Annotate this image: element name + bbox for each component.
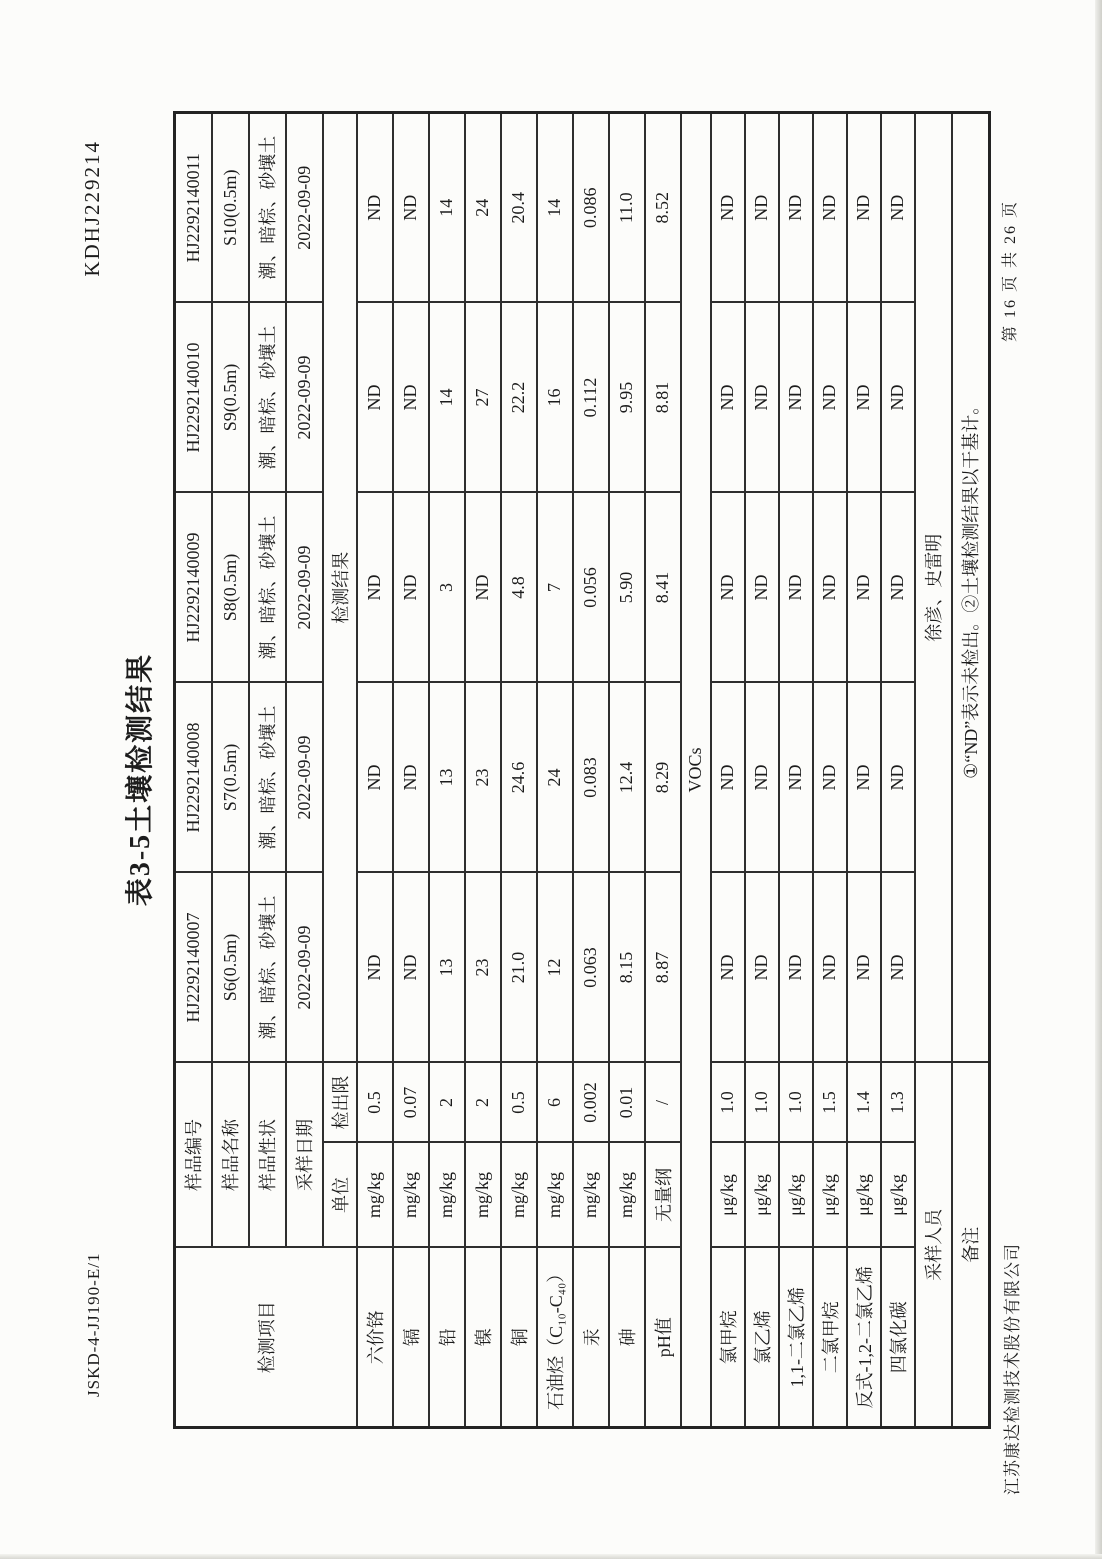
unit-cell: μg/kg (813, 1143, 847, 1248)
limit-cell: 2 (465, 1063, 501, 1143)
result-cell: 14 (429, 113, 465, 303)
limit-cell: 1.0 (779, 1063, 813, 1143)
result-cell: 23 (465, 683, 501, 873)
result-cell: ND (745, 873, 779, 1063)
result-cell: 0.083 (573, 683, 609, 873)
analyte-row (429, 113, 465, 1428)
form-code: JSKD-4-JJ190-E/1 (84, 1252, 103, 1397)
limit-cell: 1.0 (711, 1063, 745, 1143)
result-cell: 7 (537, 493, 573, 683)
result-cell: ND (357, 873, 393, 1063)
result-cell: 24 (465, 113, 501, 303)
result-cell: 13 (429, 873, 465, 1063)
result-cell: 3 (429, 493, 465, 683)
result-cell: 0.056 (573, 493, 609, 683)
analyte-name: 汞 (573, 1248, 609, 1428)
header-unit: 单位 (323, 1143, 357, 1248)
sampling-date-row (286, 113, 323, 1428)
result-cell: ND (745, 493, 779, 683)
result-cell: ND (465, 493, 501, 683)
result-cell: ND (813, 683, 847, 873)
result-cell: ND (847, 113, 881, 303)
result-cell: ND (711, 303, 745, 493)
analyte-row (573, 113, 609, 1428)
limit-cell: 1.0 (745, 1063, 779, 1143)
sample-code: HJ2292140008 (175, 683, 212, 873)
analyte-name: 砷 (609, 1248, 645, 1428)
unit-cell: mg/kg (573, 1143, 609, 1248)
analyte-name: 反式-1,2-二氯乙烯 (847, 1248, 881, 1428)
analyte-row (645, 113, 681, 1428)
result-cell: 12.4 (609, 683, 645, 873)
analyte-row (537, 113, 573, 1428)
sample-property: 潮、暗棕、砂壤土 (249, 113, 286, 303)
analyte-name: 六价铬 (357, 1248, 393, 1428)
limit-cell: 2 (429, 1063, 465, 1143)
limit-cell: 0.01 (609, 1063, 645, 1143)
sample-name: S9(0.5m) (212, 303, 249, 493)
result-cell: ND (881, 303, 915, 493)
unit-cell: μg/kg (745, 1143, 779, 1248)
remark-row (952, 113, 990, 1428)
result-cell: 21.0 (501, 873, 537, 1063)
sampler-value: 徐彦、史雷明 (915, 113, 952, 1063)
analyte-row (779, 113, 813, 1428)
unit-cell: mg/kg (501, 1143, 537, 1248)
sample-code: HJ2292140010 (175, 303, 212, 493)
result-cell: ND (711, 873, 745, 1063)
header-sample-property: 样品性状 (249, 1063, 286, 1248)
sampling-date: 2022-09-09 (286, 303, 323, 493)
limit-cell: 0.002 (573, 1063, 609, 1143)
unit-cell: μg/kg (881, 1143, 915, 1248)
analyte-name: 氯甲烷 (711, 1248, 745, 1428)
result-cell: ND (779, 873, 813, 1063)
limit-cell: 6 (537, 1063, 573, 1143)
sample-code: HJ2292140007 (175, 873, 212, 1063)
sample-name: S8(0.5m) (212, 493, 249, 683)
table-title: 表3-5土壤检测结果 (125, 652, 156, 907)
scan-edge-shadow-bottom (0, 1554, 1102, 1559)
remark-label: 备注 (952, 1063, 990, 1428)
analyte-row (813, 113, 847, 1428)
result-cell: ND (357, 683, 393, 873)
result-cell: ND (813, 303, 847, 493)
unit-cell: mg/kg (357, 1143, 393, 1248)
result-cell: 11.0 (609, 113, 645, 303)
result-cell: ND (357, 493, 393, 683)
page-number: 第 16 页 共 26 页 (1002, 200, 1019, 343)
unit-cell: mg/kg (609, 1143, 645, 1248)
sample-name: S6(0.5m) (212, 873, 249, 1063)
vocs-section-row (681, 113, 711, 1428)
result-cell: ND (779, 683, 813, 873)
result-cell: ND (881, 113, 915, 303)
unit-cell: mg/kg (393, 1143, 429, 1248)
unit-cell: mg/kg (537, 1143, 573, 1248)
header-results: 检测结果 (323, 113, 357, 1063)
analyte-row (609, 113, 645, 1428)
sampling-date: 2022-09-09 (286, 493, 323, 683)
result-cell: ND (393, 113, 429, 303)
result-cell: 0.063 (573, 873, 609, 1063)
result-cell: ND (813, 873, 847, 1063)
result-cell: 8.52 (645, 113, 681, 303)
limit-cell: 1.5 (813, 1063, 847, 1143)
result-cell: 23 (465, 873, 501, 1063)
result-cell: ND (847, 873, 881, 1063)
report-number: KDHJ229214 (80, 140, 104, 277)
result-cell: 8.87 (645, 873, 681, 1063)
header-sample-code: 样品编号 (175, 1063, 212, 1248)
soil-results-table (173, 111, 991, 1429)
sample-property-row (249, 113, 286, 1428)
analyte-row (847, 113, 881, 1428)
result-cell: ND (357, 113, 393, 303)
analyte-name: 铜 (501, 1248, 537, 1428)
sample-name-row (212, 113, 249, 1428)
result-cell: 27 (465, 303, 501, 493)
limit-cell: 1.4 (847, 1063, 881, 1143)
analyte-name: 石油烃（C₁₀-C₄₀） (537, 1248, 573, 1428)
result-cell: ND (847, 683, 881, 873)
result-cell: ND (779, 113, 813, 303)
result-cell: ND (393, 873, 429, 1063)
result-cell: 12 (537, 873, 573, 1063)
result-cell: ND (779, 303, 813, 493)
sample-property: 潮、暗棕、砂壤土 (249, 493, 286, 683)
result-cell: ND (357, 303, 393, 493)
result-cell: ND (813, 493, 847, 683)
analyte-name: 镉 (393, 1248, 429, 1428)
sample-property: 潮、暗棕、砂壤土 (249, 303, 286, 493)
unit-cell: mg/kg (465, 1143, 501, 1248)
result-cell: 8.15 (609, 873, 645, 1063)
result-cell: ND (711, 113, 745, 303)
analyte-name: pH值 (645, 1248, 681, 1428)
header-detection-limit: 检出限 (323, 1063, 357, 1143)
result-cell: 8.29 (645, 683, 681, 873)
analyte-row (357, 113, 393, 1428)
limit-cell: / (645, 1063, 681, 1143)
scan-edge-shadow-right (1095, 0, 1102, 1559)
result-cell: 4.8 (501, 493, 537, 683)
result-cell: 9.95 (609, 303, 645, 493)
unit-cell: μg/kg (847, 1143, 881, 1248)
result-cell: 16 (537, 303, 573, 493)
sample-code: HJ2292140011 (175, 113, 212, 303)
analyte-name: 四氯化碳 (881, 1248, 915, 1428)
unit-cell: mg/kg (429, 1143, 465, 1248)
result-cell: ND (711, 683, 745, 873)
remark-value: ①“ND”表示未检出。②土壤检测结果以干基计。 (952, 113, 990, 1063)
sampling-date: 2022-09-09 (286, 113, 323, 303)
result-cell: 8.81 (645, 303, 681, 493)
result-cell: 24.6 (501, 683, 537, 873)
result-cell: ND (745, 113, 779, 303)
sample-name: S10(0.5m) (212, 113, 249, 303)
sample-property: 潮、暗棕、砂壤土 (249, 683, 286, 873)
analyte-row (465, 113, 501, 1428)
sample-name: S7(0.5m) (212, 683, 249, 873)
sample-property: 潮、暗棕、砂壤土 (249, 873, 286, 1063)
limit-cell: 0.5 (357, 1063, 393, 1143)
result-cell: ND (745, 303, 779, 493)
result-cell: ND (847, 493, 881, 683)
sampling-date: 2022-09-09 (286, 873, 323, 1063)
result-cell: 20.4 (501, 113, 537, 303)
result-cell: 14 (429, 303, 465, 493)
result-cell: ND (881, 683, 915, 873)
result-cell: 0.086 (573, 113, 609, 303)
unit-cell: μg/kg (711, 1143, 745, 1248)
result-cell: ND (881, 493, 915, 683)
sampler-row (915, 113, 952, 1428)
limit-cell: 0.07 (393, 1063, 429, 1143)
sample-code: HJ2292140009 (175, 493, 212, 683)
result-cell: 0.112 (573, 303, 609, 493)
unit-cell: 无量纲 (645, 1143, 681, 1248)
result-cell: ND (847, 303, 881, 493)
sampling-date: 2022-09-09 (286, 683, 323, 873)
result-cell: 13 (429, 683, 465, 873)
header-sample-name: 样品名称 (212, 1063, 249, 1248)
analyte-row (745, 113, 779, 1428)
result-cell: ND (813, 113, 847, 303)
analyte-row (501, 113, 537, 1428)
result-cell: 5.90 (609, 493, 645, 683)
sampler-label: 采样人员 (915, 1063, 952, 1428)
result-cell: ND (711, 493, 745, 683)
result-cell: ND (393, 493, 429, 683)
analyte-name: 氯乙烯 (745, 1248, 779, 1428)
vocs-section-label: VOCs (681, 113, 711, 1428)
analyte-name: 1,1-二氯乙烯 (779, 1248, 813, 1428)
company-name: 江苏康达检测技术股份有限公司 (1003, 1243, 1022, 1495)
result-cell: ND (745, 683, 779, 873)
header-item: 检测项目 (175, 1248, 357, 1428)
analyte-row (881, 113, 915, 1428)
result-cell: ND (393, 303, 429, 493)
sample-code-row (175, 113, 212, 1428)
result-cell: 22.2 (501, 303, 537, 493)
result-cell: 8.41 (645, 493, 681, 683)
unit-cell: μg/kg (779, 1143, 813, 1248)
header-sampling-date: 采样日期 (286, 1063, 323, 1248)
result-cell: ND (393, 683, 429, 873)
result-cell: ND (779, 493, 813, 683)
analyte-name: 二氯甲烷 (813, 1248, 847, 1428)
result-cell: 14 (537, 113, 573, 303)
limit-cell: 1.3 (881, 1063, 915, 1143)
results-header-row (323, 113, 357, 1428)
analyte-row (711, 113, 745, 1428)
analyte-name: 镍 (465, 1248, 501, 1428)
analyte-name: 铅 (429, 1248, 465, 1428)
result-cell: ND (881, 873, 915, 1063)
result-cell: 24 (537, 683, 573, 873)
limit-cell: 0.5 (501, 1063, 537, 1143)
analyte-row (393, 113, 429, 1428)
